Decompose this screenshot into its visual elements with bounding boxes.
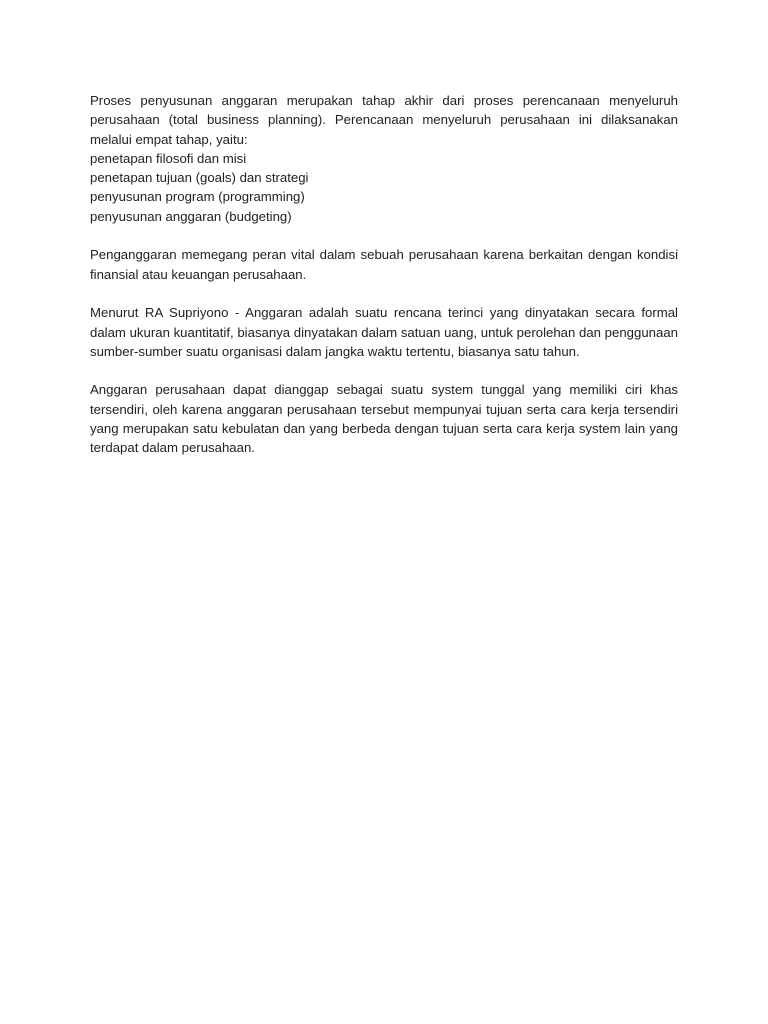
paragraph-definition: Menurut RA Supriyono - Anggaran adalah suatu rencana terinci yang dinyatakan secara formal dalam ukuran kuantitatif, biasanya dinyatakan dalam satuan uang, untuk perolehan dan penggunaan sumber-sumber suatu organisasi dalam jangka waktu tertentu, biasanya satu tahun.	[90, 305, 679, 359]
paragraph-intro: Proses penyusunan anggaran merupakan tahap akhir dari proses perencanaan menyeluruh perusahaan (total business planning). Perencanaan menyeluruh perusahaan ini dilaksanakan melalui empat tahap, yaitu:	[90, 93, 678, 147]
list-item: penyusunan anggaran (budgeting)	[90, 208, 292, 224]
paragraph-penganggaran: Penganggaran memegang peran vital dalam sebuah perusahaan karena berkaitan dengan kondisi finansial atau keuangan perusahaan.	[90, 247, 678, 282]
list-item: penetapan tujuan (goals) dan strategi	[90, 170, 309, 186]
document-body	[90, 91, 678, 477]
steps-list	[90, 149, 678, 226]
paragraph-system: Anggaran perusahaan dapat dianggap sebagai suatu system tunggal yang memiliki ciri khas tersendiri, oleh karena anggaran perusahaan tersebut mempunyai tujuan serta cara kerja tersendiri yang merupakan satu kebulatan dan yang berbeda dengan tujuan serta cara kerja system lain yang terdapat dalam perusahaan.	[90, 382, 678, 456]
list-item: penetapan filosofi dan misi	[90, 150, 247, 166]
list-item: penyusunan program (programming)	[90, 189, 305, 205]
